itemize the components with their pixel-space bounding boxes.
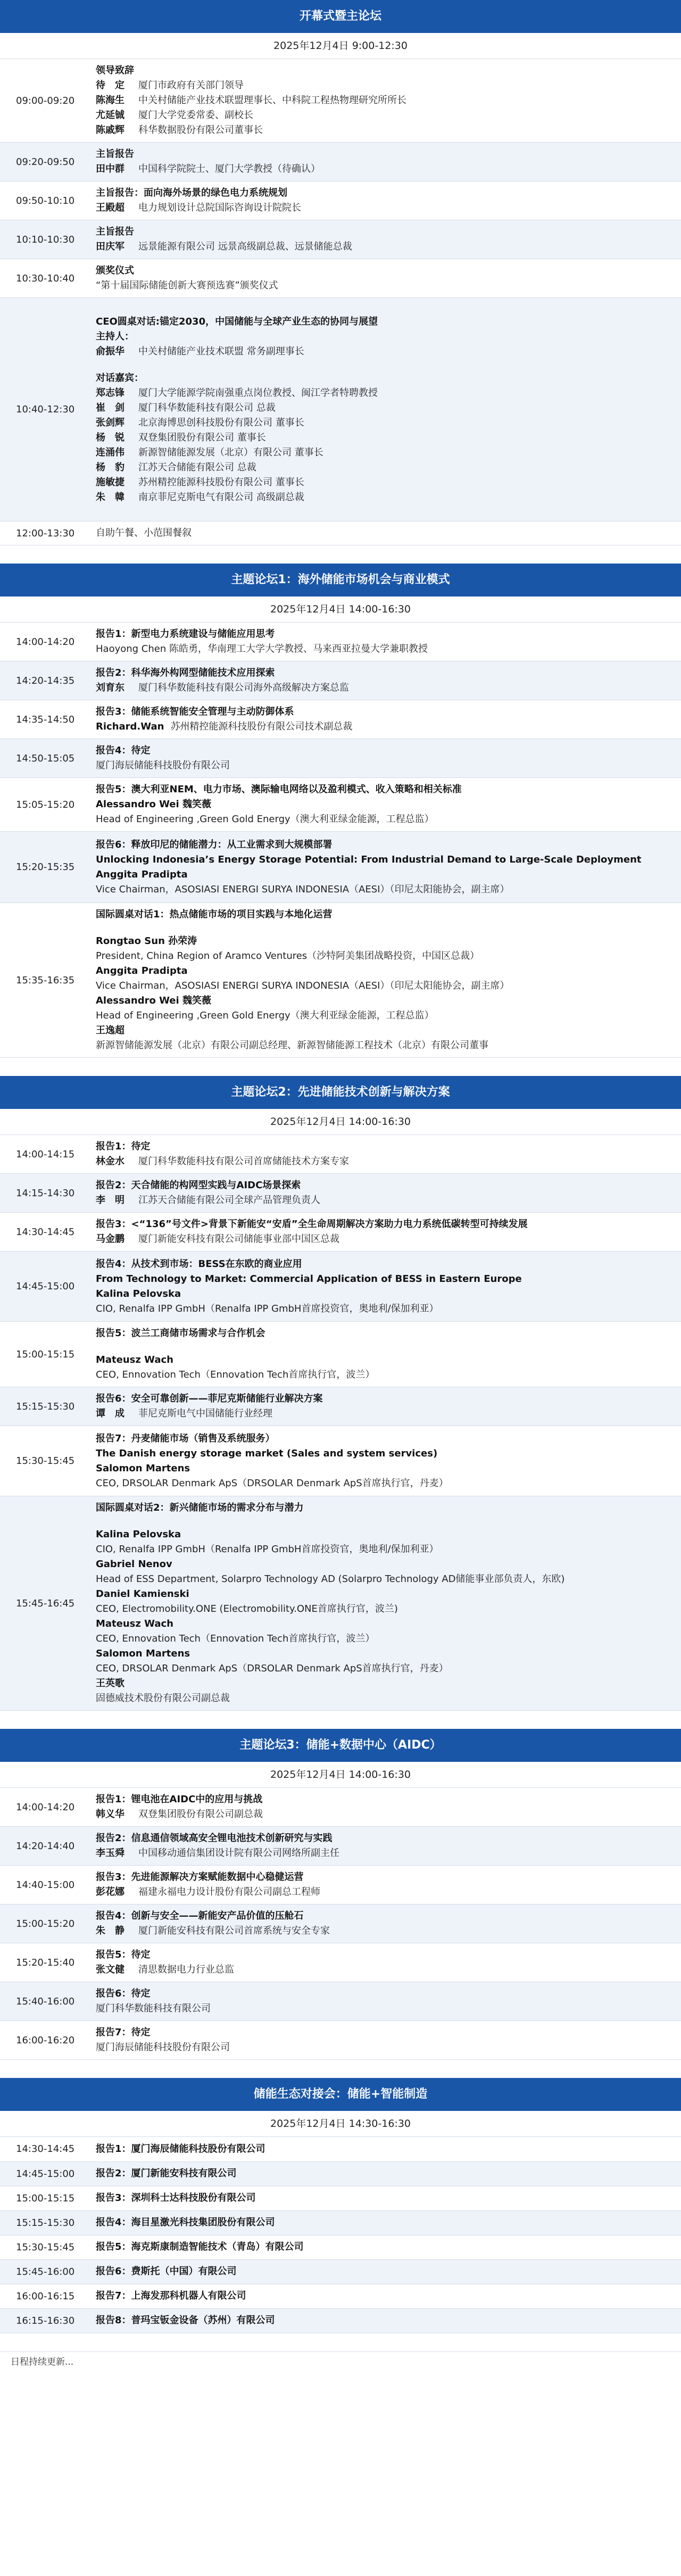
speaker-affiliation: 双登集团股份有限公司副总裁 [138,1809,263,1820]
speaker-affiliation: 厦门科华数能科技有限公司海外高级解决方案总监 [138,682,349,693]
session-time: 09:00-09:20 [0,59,90,143]
speaker-name: 郑志锋 [96,387,124,399]
session-time: 12:00-13:30 [0,521,90,545]
schedule-row [0,1827,681,1866]
session-heading: 报告4：待定 [96,745,151,756]
speaker-line [96,1962,676,1977]
session-heading: 报告6：费斯托（中国）有限公司 [96,2266,237,2277]
schedule-row [0,2137,681,2161]
session-text: CEO, DRSOLAR Denmark ApS（DRSOLAR Denmark ApS首席执行官，丹麦） [96,1663,449,1674]
schedule-row [0,1982,681,2021]
session-heading: Salomon Martens [96,1462,190,1474]
schedule-row [0,1866,681,1904]
session-heading: Alessandro Wei 魏笑薇 [96,799,211,810]
session-heading: Anggita Pradipta [96,868,188,880]
session-time: 09:50-10:10 [0,181,90,220]
session-heading: 领导致辞 [96,65,134,76]
session-content [90,1943,681,1982]
session-time: 14:45-15:00 [0,1252,90,1322]
session-content [90,1866,681,1904]
session-text: Head of Engineering ,Green Gold Energy（澳大利亚绿金能源，工程总监） [96,814,434,825]
speaker-name: 李玉舜 [96,1848,124,1859]
session-content [90,2259,681,2284]
session-heading: 国际圆桌对话2：新兴储能市场的需求分布与潜力 [96,1502,304,1513]
session-heading: 对话嘉宾： [96,372,144,384]
speaker-line [96,430,676,445]
session-text: CEO, Ennovation Tech（Ennovation Tech首席执行官，波兰） [96,1369,375,1380]
schedule-row [0,1904,681,1943]
session-content [90,220,681,259]
speaker-name: 林金水 [96,1156,124,1167]
session-heading: Unlocking Indonesia’s Energy Storage Potential: From Industrial Demand to Large-Scale Deployment [96,854,642,865]
schedule-row [0,2210,681,2235]
session-heading: Kalina Pelovska [96,1529,181,1540]
session-content [90,1496,681,1711]
speaker-line [96,1406,676,1421]
session-time: 15:45-16:45 [0,1496,90,1711]
speaker-affiliation: 新源智储能源发展（北京）有限公司 董事长 [138,446,323,458]
session-content [90,143,681,181]
session-text: CIO, Renalfa IPP GmbH（Renalfa IPP GmbH首席投资官，奥地利/保加利亚） [96,1303,439,1314]
session-content [90,181,681,220]
session-heading: 报告2：厦门新能安科技有限公司 [96,2168,237,2179]
speaker-affiliation: 厦门大学能源学院南强重点岗位教授、闽江学者特聘教授 [138,387,378,399]
speaker-affiliation: 双登集团股份有限公司 董事长 [138,432,266,443]
session-content [90,1387,681,1426]
speaker-affiliation: 南京菲尼克斯电气有限公司 高级副总裁 [138,491,304,503]
speaker-line [96,1154,676,1169]
session-heading: 报告6：待定 [96,1988,151,1999]
speaker-affiliation: 科华数据股份有限公司董事长 [138,125,263,136]
schedule-row [0,2161,681,2186]
speaker-affiliation: 中国科学院院士、厦门大学教授（待确认） [138,163,320,175]
session-content [90,521,681,545]
session-heading: 报告6：释放印尼的储能潜力：从工业需求到大规模部署 [96,839,333,850]
session-heading: 报告4：从技术到市场：BESS在东欧的商业应用 [96,1258,302,1270]
speaker-name: 马金鹏 [96,1233,124,1245]
schedule-row [0,2186,681,2210]
section-date: 2025年12月4日 14:00-16:30 [0,1109,681,1135]
session-content [90,1322,681,1387]
schedule-row [0,259,681,298]
session-heading: 报告5：波兰工商储市场需求与合作机会 [96,1328,265,1339]
session-text: CEO, Electromobility.ONE (Electromobility.ONE首席执行官，波兰) [96,1603,398,1614]
speaker-line [96,108,676,123]
section-date: 2025年12月4日 14:30-16:30 [0,2111,681,2137]
schedule-row [0,661,681,700]
spacer [96,1515,676,1527]
section-title: 主题论坛2：先进储能技术创新与解决方案 [0,1076,681,1109]
session-content [90,298,681,521]
schedule-table [0,59,681,545]
session-time: 15:20-15:35 [0,832,90,903]
session-time: 15:00-15:15 [0,1322,90,1387]
speaker-line [96,1885,676,1900]
session-text: Haoyong Chen 陈皓勇，华南理工大学大学教授、马来西亚拉曼大学兼职教授 [96,643,428,655]
session-heading: 报告2：天合储能的构网型实践与AIDC场景探索 [96,1180,301,1191]
schedule-row [0,2308,681,2333]
session-content [90,1788,681,1827]
session-content [90,1426,681,1496]
session-time: 14:35-14:50 [0,700,90,739]
session-content [90,1904,681,1943]
speaker-line [96,1807,676,1822]
speaker-affiliation: 福建永福电力设计股份有限公司副总工程师 [138,1886,320,1898]
session-heading: 报告1：新型电力系统建设与储能应用思考 [96,628,275,640]
session-content [90,700,681,739]
session-text: 自助午餐、小范围餐叙 [96,527,192,539]
session-text: 固德威技术股份有限公司副总裁 [96,1693,230,1704]
schedule-row [0,1496,681,1711]
session-heading: 报告5：澳大利亚NEM、电力市场、澳际输电网络以及盈利模式、收入策略和相关标准 [96,784,462,795]
session-heading: Alessandro Wei 魏笑薇 [96,995,211,1006]
session-heading: Mateusz Wach [96,1354,173,1365]
schedule-row [0,903,681,1058]
speaker-affiliation: 厦门大学党委常委、副校长 [138,110,253,121]
speaker-affiliation: 江苏天合储能有限公司全球产品管理负责人 [138,1195,320,1206]
speaker-name: 尤延铖 [96,110,124,121]
speaker-line [96,416,676,430]
session-time: 14:15-14:30 [0,1174,90,1213]
speaker-name: 田庆军 [96,241,124,252]
session-heading: 报告2：科华海外构网型储能技术应用探索 [96,667,275,678]
agenda-section [0,1729,681,2060]
speaker-name: Richard.Wan [96,721,164,732]
speaker-line [96,401,676,416]
speaker-line [96,1193,676,1208]
session-text: CEO, DRSOLAR Denmark ApS（DRSOLAR Denmark ApS首席执行官，丹麦） [96,1477,449,1489]
session-content [90,2161,681,2186]
schedule-row [0,2259,681,2284]
session-heading: Mateusz Wach [96,1618,173,1629]
speaker-name: 张剑辉 [96,417,124,428]
schedule-row [0,1174,681,1213]
speaker-name: 朱 韓 [96,491,124,503]
speaker-affiliation: 远景能源有限公司 远景高级副总裁、远景储能总裁 [138,241,352,252]
session-heading: Anggita Pradipta [96,965,188,976]
session-time: 15:30-15:45 [0,2235,90,2259]
agenda-section [0,564,681,1058]
schedule-row [0,2021,681,2060]
section-date: 2025年12月4日 9:00-12:30 [0,33,681,59]
session-heading: 王英歌 [96,1678,124,1689]
speaker-affiliation: 厦门新能安科技有限公司首席系统与安全专家 [138,1925,330,1936]
session-heading: Rongtao Sun 孙荣涛 [96,935,197,947]
session-heading: 报告7：待定 [96,2027,151,2038]
session-content [90,661,681,700]
speaker-name: 连涌伟 [96,446,124,458]
schedule-table [0,1788,681,2060]
speaker-affiliation: 电力规划设计总院国际咨询设计院院长 [138,202,301,213]
speaker-name: 朱 静 [96,1925,124,1936]
speaker-line [96,239,676,254]
speaker-affiliation: 中关村储能产业技术联盟理事长、中科院工程热物理研究所所长 [138,95,406,106]
session-content [90,778,681,832]
speaker-name: 彭花娜 [96,1886,124,1898]
schedule-row [0,1943,681,1982]
session-time: 15:35-16:35 [0,903,90,1058]
speaker-affiliation: 北京海博思创科技股份有限公司 董事长 [138,417,304,428]
session-heading: 报告1：待定 [96,1141,151,1152]
speaker-line [96,123,676,138]
session-heading: Daniel Kamienski [96,1588,189,1600]
schedule-row [0,521,681,545]
speaker-affiliation: 清思数据电力行业总监 [138,1964,234,1975]
session-heading: 颁奖仪式 [96,265,134,276]
session-content [90,1982,681,2021]
section-title: 开幕式暨主论坛 [0,0,681,33]
session-content [90,1135,681,1174]
session-text: Head of Engineering ,Green Gold Energy（澳大利亚绿金能源，工程总监） [96,1010,434,1021]
schedule-row [0,2235,681,2259]
spacer [96,1341,676,1353]
session-heading: 国际圆桌对话1：热点储能市场的项目实践与本地化运营 [96,909,333,920]
session-heading: 主旨报告 [96,226,134,237]
session-heading: 报告4：海目星激光科技集团股份有限公司 [96,2217,275,2228]
speaker-line [96,93,676,108]
session-time: 15:05-15:20 [0,778,90,832]
session-text: CIO, Renalfa IPP GmbH（Renalfa IPP GmbH首席投资官，奥地利/保加利亚） [96,1544,439,1555]
schedule-row [0,832,681,903]
session-heading: Kalina Pelovska [96,1288,181,1299]
session-time: 16:00-16:15 [0,2284,90,2308]
speaker-line [96,681,676,695]
speaker-line [96,719,676,734]
session-content [90,623,681,661]
session-time: 10:30-10:40 [0,259,90,298]
session-time: 14:20-14:35 [0,661,90,700]
schedule-table [0,2137,681,2333]
session-text: President, China Region of Aramco Ventures（沙特阿美集团战略投资，中国区总裁） [96,950,480,962]
schedule-row [0,220,681,259]
speaker-line [96,201,676,216]
schedule-table [0,623,681,1058]
session-text: 厦门海辰储能科技股份有限公司 [96,760,230,771]
speaker-name: 谭 成 [96,1408,124,1419]
session-time: 15:45-16:00 [0,2259,90,2284]
session-time: 14:45-15:00 [0,2161,90,2186]
speaker-name: 待 定 [96,80,124,91]
session-heading: CEO圆桌对话:锚定2030，中国储能与全球产业生态的协同与展望 [96,316,378,327]
session-text: Vice Chairman，ASOSIASI ENERGI SURYA INDONESIA（AESI）（印尼太阳能协会，副主席） [96,883,510,895]
session-heading: Salomon Martens [96,1648,190,1659]
agenda-section [0,1076,681,1711]
session-time: 15:20-15:40 [0,1943,90,1982]
schedule-row [0,1387,681,1426]
speaker-affiliation: 苏州精控能源科技股份有限公司 董事长 [138,476,304,488]
speaker-name: 韩义华 [96,1809,124,1820]
speaker-line [96,490,676,505]
session-time: 14:00-14:15 [0,1135,90,1174]
speaker-name: 李 明 [96,1195,124,1206]
schedule-row [0,1788,681,1827]
session-text: 厦门科华数能科技有限公司 [96,2003,211,2014]
speaker-affiliation: 菲尼克斯电气中国储能行业经理 [138,1408,272,1419]
session-time: 16:00-16:20 [0,2021,90,2060]
speaker-name: 俞振华 [96,345,124,357]
session-heading: 王逸超 [96,1025,124,1036]
section-title: 主题论坛1：海外储能市场机会与商业模式 [0,564,681,597]
session-content [90,739,681,778]
session-heading: 报告7：上海发那科机器人有限公司 [96,2290,246,2301]
session-heading: 主旨报告：面向海外场景的绿色电力系统规划 [96,187,287,198]
schedule-row [0,59,681,143]
session-text: “第十届国际储能创新大赛预选赛”颁奖仪式 [96,280,278,291]
session-time: 15:00-15:15 [0,2186,90,2210]
session-content [90,1213,681,1252]
speaker-affiliation: 厦门科华数能科技有限公司 总裁 [138,402,276,413]
speaker-name: 刘育东 [96,682,124,693]
session-heading: 报告3：深圳科士达科技股份有限公司 [96,2192,256,2204]
session-time: 14:40-15:00 [0,1866,90,1904]
speaker-name: 张文健 [96,1964,124,1975]
session-heading: From Technology to Market: Commercial Application of BESS in Eastern Europe [96,1273,522,1285]
session-time: 10:10-10:30 [0,220,90,259]
session-content [90,903,681,1058]
session-time: 15:40-16:00 [0,1982,90,2021]
session-time: 14:50-15:05 [0,739,90,778]
speaker-name: 王殿超 [96,202,124,213]
speaker-line [96,1232,676,1247]
speaker-line [96,344,676,359]
speaker-affiliation: 厦门新能安科技有限公司储能事业部中国区总裁 [138,1233,339,1245]
session-content [90,2308,681,2333]
session-time: 15:15-15:30 [0,1387,90,1426]
session-heading: 报告3：<“136”号文件>背景下新能安“安盾”全生命周期解决方案助力电力系统低碳转型可持续发展 [96,1219,528,1230]
session-heading: The Danish energy storage market (Sales and system services) [96,1447,438,1459]
session-time: 14:00-14:20 [0,1788,90,1827]
session-content [90,59,681,143]
schedule-table [0,1135,681,1711]
session-time: 15:30-15:45 [0,1426,90,1496]
schedule-row [0,1213,681,1252]
session-text: CEO, Ennovation Tech（Ennovation Tech首席执行官，波兰） [96,1633,375,1644]
speaker-name: 杨 锐 [96,432,124,443]
session-time: 14:20-14:40 [0,1827,90,1866]
session-heading: 报告8：普玛宝钣金设备（苏州）有限公司 [96,2315,275,2326]
session-content [90,2137,681,2161]
schedule-row [0,1252,681,1322]
speaker-affiliation: 厦门科华数能科技有限公司首席储能技术方案专家 [138,1156,349,1167]
session-heading: 报告4：创新与安全——新能安产品价值的压舱石 [96,1910,304,1921]
schedule-row [0,143,681,181]
session-time: 15:15-15:30 [0,2210,90,2235]
schedule-row [0,623,681,661]
speaker-line [96,445,676,460]
speaker-affiliation: 厦门市政府有关部门领导 [138,80,244,91]
session-text: Head of ESS Department, Solarpro Technology AD (Solarpro Technology AD储能事业部负责人，东欧) [96,1573,565,1585]
schedule-row [0,1322,681,1387]
schedule-row [0,739,681,778]
session-heading: 报告5：待定 [96,1949,151,1960]
session-heading: 报告1：厦门海辰储能科技股份有限公司 [96,2143,265,2155]
session-content [90,2186,681,2210]
schedule-row [0,298,681,521]
schedule-row [0,778,681,832]
speaker-affiliation: 苏州精控能源科技股份有限公司技术副总裁 [170,721,353,732]
session-content [90,1827,681,1866]
session-heading: Gabriel Nenov [96,1559,172,1570]
speaker-name: 施敏捷 [96,476,124,488]
schedule-row [0,1135,681,1174]
speaker-affiliation: 中关村储能产业技术联盟 常务副理事长 [138,345,304,357]
schedule-row [0,1426,681,1496]
spacer [96,359,676,371]
speaker-name: 田中群 [96,163,124,175]
spacer [96,922,676,934]
speaker-line [96,475,676,490]
footer-note: 日程持续更新... [0,2351,681,2375]
session-text: 厦门海辰储能科技股份有限公司 [96,2042,230,2053]
session-heading: 报告3：先进能源解决方案赋能数据中心稳健运营 [96,1871,304,1883]
speaker-name: 杨 豹 [96,461,124,473]
schedule-row [0,181,681,220]
session-content [90,2021,681,2060]
session-time: 10:40-12:30 [0,298,90,521]
speaker-line [96,1924,676,1939]
session-time: 15:00-15:20 [0,1904,90,1943]
schedule-row [0,2284,681,2308]
section-title: 主题论坛3：储能+数据中心（AIDC） [0,1729,681,1762]
session-content [90,259,681,298]
session-text: Vice Chairman，ASOSIASI ENERGI SURYA INDONESIA（AESI）（印尼太阳能协会，副主席） [96,980,510,991]
agenda-section [0,0,681,545]
session-content [90,2235,681,2259]
session-heading: 报告6：安全可靠创新——菲尼克斯储能行业解决方案 [96,1393,323,1404]
section-date: 2025年12月4日 14:00-16:30 [0,1762,681,1788]
speaker-name: 崔 剑 [96,402,124,413]
session-heading: 主旨报告 [96,148,134,160]
session-text: 新源智储能源发展（北京）有限公司副总经理、新源智储能源工程技术（北京）有限公司董事 [96,1040,488,1051]
speaker-line [96,386,676,401]
session-content [90,1252,681,1322]
speaker-line [96,460,676,475]
session-heading: 报告1：锂电池在AIDC中的应用与挑战 [96,1794,263,1805]
speaker-line [96,78,676,93]
session-content [90,1174,681,1213]
session-time: 14:30-14:45 [0,2137,90,2161]
session-time: 14:00-14:20 [0,623,90,661]
session-content [90,2210,681,2235]
session-heading: 报告3：储能系统智能安全管理与主动防御体系 [96,706,294,717]
agenda-section [0,2078,681,2333]
session-heading: 主持人： [96,330,134,342]
speaker-name: 陈海生 [96,95,124,106]
session-time: 16:15-16:30 [0,2308,90,2333]
session-time: 09:20-09:50 [0,143,90,181]
session-heading: 报告5：海克斯康制造智能技术（青岛）有限公司 [96,2241,304,2252]
speaker-line [96,162,676,177]
speaker-affiliation: 中国移动通信集团设计院有限公司网络所副主任 [138,1848,339,1859]
section-title: 储能生态对接会：储能+智能制造 [0,2078,681,2111]
session-heading: 报告2：信息通信领域高安全锂电池技术创新研究与实践 [96,1833,333,1844]
schedule-row [0,700,681,739]
session-content [90,2284,681,2308]
speaker-line [96,1846,676,1861]
session-time: 14:30-14:45 [0,1213,90,1252]
section-date: 2025年12月4日 14:00-16:30 [0,597,681,623]
speaker-affiliation: 江苏天合储能有限公司 总裁 [138,461,256,473]
session-content [90,832,681,903]
session-heading: 报告7：丹麦储能市场（销售及系统服务） [96,1432,275,1444]
speaker-name: 陈戚辉 [96,125,124,136]
